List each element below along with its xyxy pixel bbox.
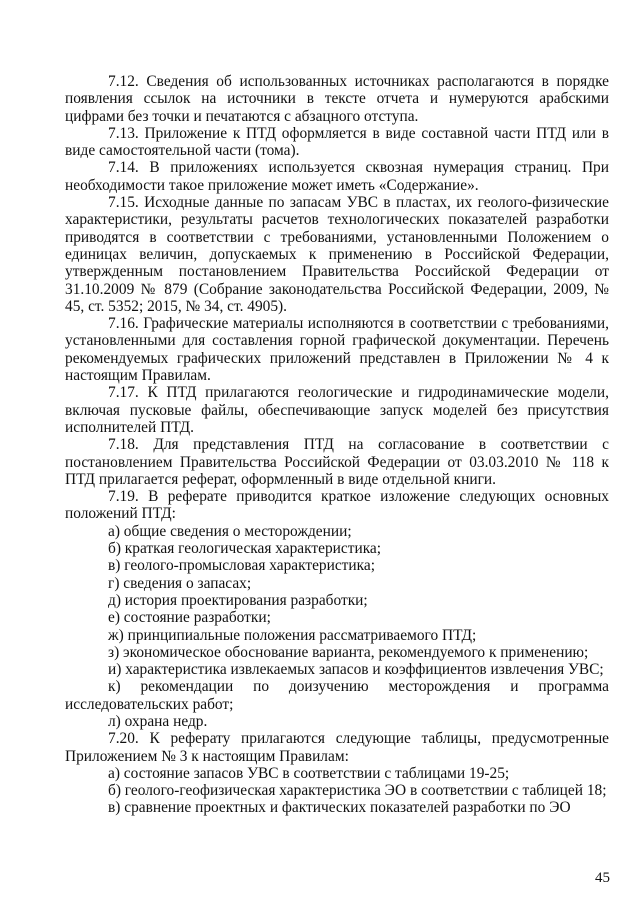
list-item: д) история проектирования разработки; [108, 591, 368, 609]
list-item: ж) принципиальные положения рассматриваемого ПТД; [108, 626, 477, 644]
list-item: б) краткая геологическая характеристика; [108, 540, 382, 558]
list-item: г) сведения о запасах; [108, 574, 252, 592]
list-item: и) характеристика извлекаемых запасов и коэффициентов извлечения УВС; [108, 661, 604, 679]
summary-list [65, 523, 609, 731]
list-item: л) охрана недр. [108, 712, 208, 730]
list-item: в) геолого-промысловая характеристика; [108, 557, 375, 575]
tables-list [65, 765, 609, 817]
paragraph-7-14: 7.14. В приложениях используется сквозная нумерация страниц. При необходимости такое приложение может иметь «Содержание». [65, 159, 609, 194]
list-item: б) геолого-геофизическая характеристика ЭО в соответствии с таблицей 18; [108, 782, 607, 800]
list-item: з) экономическое обоснование варианта, рекомендуемого к применению; [108, 643, 589, 661]
paragraph-7-17: 7.17. К ПТД прилагаются геологические и гидродинамические модели, включая пусковые файлы, обеспечивающие запуск моделей без присутствия исполнителей ПТД. [65, 384, 609, 436]
list-item: е) состояние разработки; [108, 609, 271, 627]
paragraph-7-20: 7.20. К реферату прилагаются следующие таблицы, предусмотренные Приложением № 3 к настоящим Правилам: [65, 730, 609, 765]
list-item: а) общие сведения о месторождении; [108, 522, 352, 540]
list-item: к) рекомендации по доизучению месторождения и программа исследовательских работ; [65, 678, 609, 713]
paragraph-7-18: 7.18. Для представления ПТД на согласование в соответствии с постановлением Правительства Российской Федерации от 03.03.2010 № 118 к ПТД прилагается реферат, оформленный в виде отдельной книги. [65, 436, 609, 488]
paragraph-7-16: 7.16. Графические материалы исполняются в соответствии с требованиями, установленными для составления горной графической документации. Перечень рекомендуемых графических приложений представлен в Приложении № 4 к настоящим Правилам. [65, 315, 609, 385]
list-item: а) состояние запасов УВС в соответствии с таблицами 19-25; [108, 764, 510, 782]
paragraph-7-15: 7.15. Исходные данные по запасам УВС в пластах, их геолого-физические характеристики, результаты расчетов технологических показателей разработки приводятся в соответствии с требованиями, установленными Положением о единицах величин, допускаемых к применению в Российской Федерации, утвержденным постановлением Правительства Российской Федерации от 31.10.2009 № 879 (Собрание законодательства Российской Федерации, 2009, № 45, ст. 5352; 2015, № 34, ст. 4905). [65, 194, 609, 315]
list-item: в) сравнение проектных и фактических показателей разработки по ЭО [108, 799, 571, 817]
paragraph-7-12: 7.12. Сведения об использованных источниках располагаются в порядке появления ссылок на источники в тексте отчета и нумеруются арабскими цифрами без точки и печатаются с абзацного отступа. [65, 73, 609, 125]
page-body [65, 73, 609, 817]
paragraph-7-13: 7.13. Приложение к ПТД оформляется в виде составной части ПТД или в виде самостоятельной части (тома). [65, 124, 609, 160]
paragraph-7-19: 7.19. В реферате приводится краткое изложение следующих основных положений ПТД: [65, 488, 609, 523]
page-number: 45 [595, 870, 610, 886]
